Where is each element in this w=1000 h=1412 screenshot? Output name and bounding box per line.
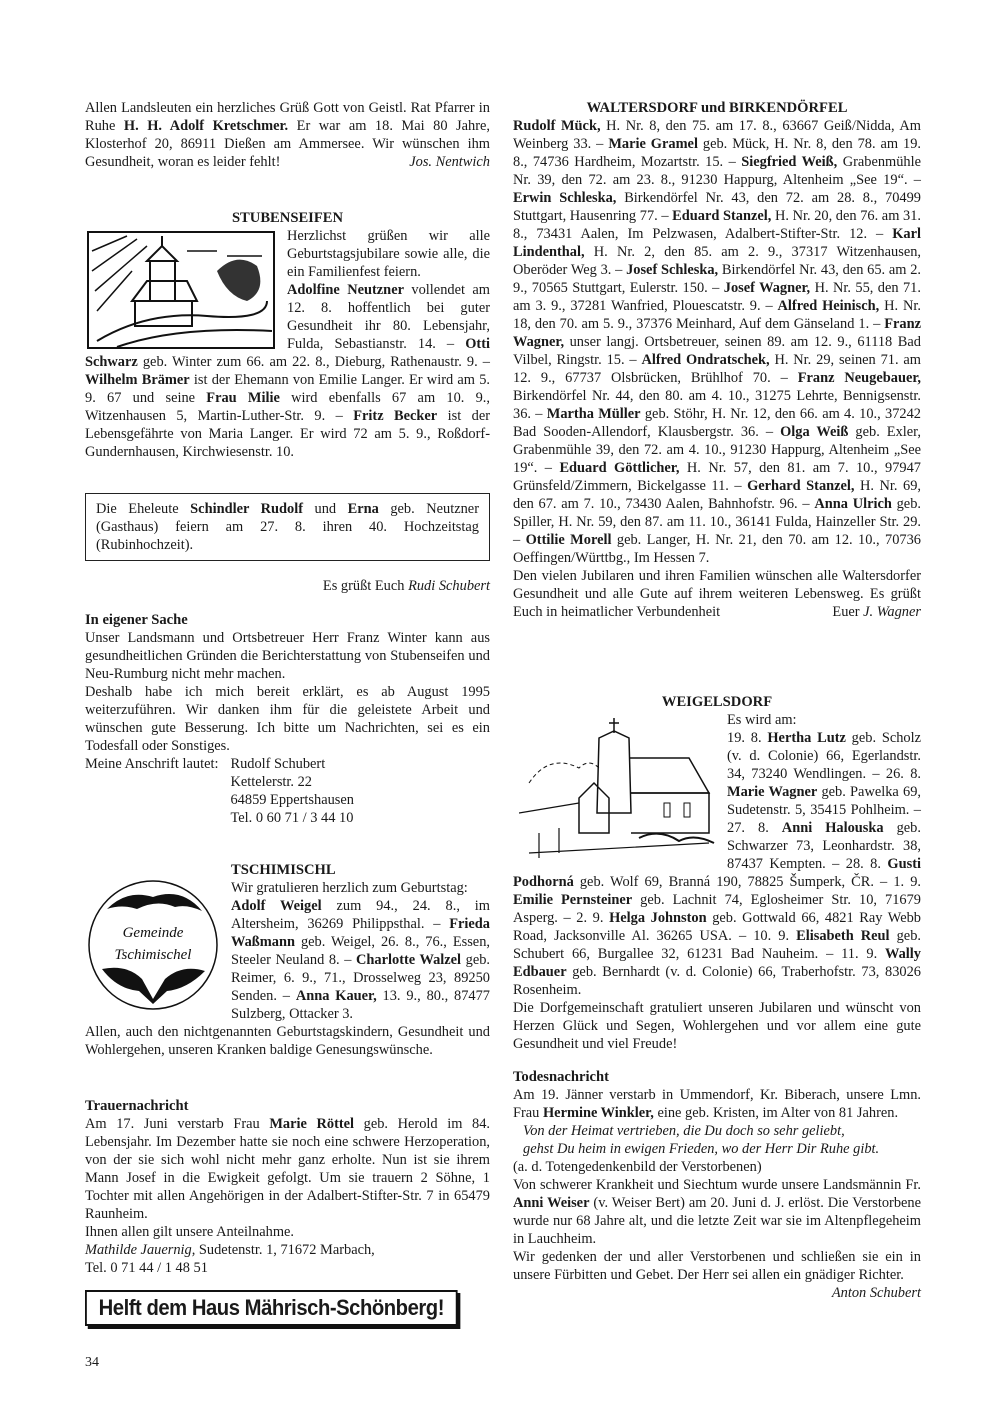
section-heading: WEIGELSDORF (661, 694, 773, 710)
phone-line: Tel. 0 71 44 / 1 48 51 (85, 1260, 208, 1276)
text-run: geb. Schwarzer 73, Leonhardstr. 38, 87437 Kempten. – 28. 8. (727, 820, 921, 872)
name-highlight: Anni Weiser (513, 1195, 590, 1211)
text-run: unser langj. Ortsbetreuer, seinen 89. am 12. 9., 61118 Bad Vilbel, Ringstr. 15. – (513, 334, 921, 368)
name-highlight: Alfred Heinisch, (777, 298, 880, 314)
section-heading: In eigener Sache (85, 612, 188, 628)
name-highlight: Ottilie Morell (525, 532, 612, 548)
text-run: geb. Schubert 66, Burgallee 32, 61231 Bad Nauheim. – 11. 9. (513, 928, 921, 962)
italic-name: Mathilde Jauernig, (85, 1242, 196, 1258)
name-highlight: Franz Wagner, (513, 316, 921, 350)
text-run: ist der Lebensgefährte von Maria Langer. Er wird 72 am 5. 9., Roßdorf-Gundernhausen, Kirchwiesenstr. 10. (85, 408, 491, 460)
name-highlight: Helga Johnston (609, 910, 707, 926)
name-highlight: Karl Lindenthal, (513, 226, 921, 260)
text-run: Am 19. Jänner verstarb in Ummendorf, Kr. Biberach, unsere Lmn. Frau (513, 1087, 921, 1121)
address-label: Meine Anschrift lautet: (85, 756, 219, 772)
name-highlight: Erna (347, 501, 379, 517)
paragraph: Wir gedenken der und aller Verstorbenen und schließen sie ein in unsere Fürbitten und Gebet. Der Herr sei allen ein gnädiger Richter. (513, 1249, 921, 1283)
section-heading: Todesnachricht (513, 1069, 609, 1085)
greeting-kretschmer (85, 99, 490, 171)
text-run: H. Nr. 8, den 75. am 17. 8., 63667 Geiß/Nidda, Am Weinberg 33. – (513, 118, 921, 152)
name-highlight: Marie Gramel (608, 136, 698, 152)
address-line: 64859 Eppertshausen (230, 792, 354, 808)
text-run: Am 17. Juni verstarb Frau (85, 1116, 270, 1132)
name-highlight: Fritz Becker (353, 408, 438, 424)
text-run: wird ebenfalls 67 am 10. 9., Witzenhausen 5, Martin-Luther-Str. 9. – (85, 390, 490, 424)
text-run: geb. Bernhardt (v. d. Colonie) 66, Traberhofstr. 73, 83026 Rosenheim. (513, 964, 921, 998)
text-run: H. Nr. 55, den 71. am 3. 9., 37281 Wanfried, Plouescatstr. 9. – (513, 280, 921, 314)
name-highlight: Siegfried Weiß, (741, 154, 838, 170)
paragraph (96, 500, 479, 554)
text-run: (v. Weiser Bert) am 20. Juni d. J. erlöst. Die Verstorbene wurde nur 68 Jahre alt, und die letzte Zeit war sie im Altenpflegeheim in Lauchheim. (513, 1195, 921, 1247)
text-run: geb. Wolf 69, Branná 190, 78825 Šumperk, ČR. – 1. 9. (573, 874, 921, 890)
name-highlight: Erwin Schleska, (513, 190, 617, 206)
text-run: H. Nr. 18, den 70. am 5. 9., 37376 Meinhard, Auf dem Gänseland 1. – (513, 298, 921, 332)
community-seal-icon (87, 879, 219, 1011)
church-illustration-icon (519, 713, 719, 863)
name-highlight: Anni Halouska (781, 820, 884, 836)
name-highlight: Alfred Ondratschek, (641, 352, 770, 368)
paragraph: (a. d. Totengedenkenbild der Verstorbenen) (513, 1159, 762, 1175)
text-run: vollendet am 12. 8. hoffentlich bei guter Gesundheit ihr 80. Lebensjahr, Fulda, Sebastianstr. 14. – (287, 282, 491, 352)
name-highlight: Gerhard Stanzel, (747, 478, 855, 494)
paragraph: Die Dorfgemeinschaft gratuliert unseren Jubilaren und wünscht von Herzen Glück und Segen, Wohlergehen und vor allem eine gute Gesundheit und viel Freude! (513, 1000, 921, 1052)
section-heading: Trauernachricht (85, 1098, 189, 1114)
name-highlight: Eduard Stanzel, (672, 208, 772, 224)
text-run: geb. Pawelka 69, Sudetenstr. 5, 35415 Pohlheim. – 27. 8. (727, 784, 921, 836)
text-run: geb. Mück, H. Nr. 8, den 78. am 19. 8., 74736 Hardheim, Mozartstr. 15. – (513, 136, 921, 170)
name-highlight: Wally Edbauer (513, 946, 921, 980)
name-highlight: Emilie Pernsteiner (513, 892, 633, 908)
section-heading: WALTERSDORF und BIRKENDÖRFEL (586, 100, 848, 116)
section-eigene-sache (85, 611, 490, 827)
section-weigelsdorf (513, 693, 921, 1053)
section-heading: TSCHIMISCHL (231, 862, 336, 878)
poem-line: gehst Du heim in ewigen Frieden, wo der Herr Dir Ruhe gibt. (523, 1141, 880, 1157)
church-illustration-icon (87, 231, 275, 349)
text-run: geb. Reimer, 6. 9., 71., Drosselweg 23, 89250 Senden. – (231, 952, 490, 1004)
text-run: H. Nr. 29, seinen 71. am 12. 9., 67737 Olsbrücken, Brühlhof 70. – (513, 352, 921, 386)
section-tschimischl (85, 861, 490, 1059)
section-trauernachricht (85, 1097, 490, 1277)
signature-prefix: Euer (832, 604, 864, 620)
address-line: Kettelerstr. 22 (230, 774, 313, 790)
paragraph: Herzlichst grüßen wir alle Geburtstagsjubilare sowie alle, die ein Familienfest feiern. (287, 228, 490, 280)
text-run: zum 94., 24. 8., im Altersheim, 36269 Philippsthal. – (231, 898, 490, 932)
text-run: Birkendörfel Nr. 43, den 72. am 28. 8., 70499 Stuttgart, Hausenring 77. – (513, 190, 922, 224)
name-highlight: Hertha Lutz (767, 730, 846, 746)
text-run: geb. Scholz (v. d. Colonie) 66, Egerlandstr. 34, 73240 Wendlingen. – 26. 8. (727, 730, 921, 782)
name-highlight: Anna Kauer, (295, 988, 377, 1004)
section-stubenseifen (85, 209, 490, 461)
name-highlight: Rudolf Mück, (513, 118, 601, 134)
name-highlight: Hermine Winkler, (542, 1105, 654, 1121)
name-highlight: Charlotte Walzel (356, 952, 462, 968)
paragraph: Den vielen Jubilaren und ihren Familien wünschen alle Waltersdorfer Gesundheit und alle Gute auf ihrem weiteren Lebensweg. Es grüßt Euch in heimatlicher Verbundenheit (513, 568, 921, 620)
text-run: geb. Winter zum 66. am 22. 8., Dieburg, Rathenaustr. 9. – (137, 354, 490, 370)
signature: Rudi Schubert (408, 578, 490, 594)
text-run: eine geb. Kristen, im Alter von 81 Jahren. (653, 1105, 899, 1121)
text-run: geb. Herold im 84. Lebensjahr. Im Dezember hatte sie noch eine schwere Herzoperation, von der sie sich wohl nicht mehr ganz erholte. Nun ist sie ihrem Mann Josef in die Ewigkeit gefolgt. Um sie trauern 2 Söhne, 1 Tochter mit allen Angehörigen in der Adalbert-Stifter-Str. 7 in 65479 Raunheim. (85, 1116, 490, 1222)
name-highlight: Otti Schwarz (85, 336, 490, 370)
name-highlight: Gusti Podhorná (513, 856, 921, 890)
signature-line (85, 1241, 490, 1259)
text-run: H. Nr. 2, den 85. am 2. 9., 37317 Witzenhausen, Oberöder Weg 3. – (513, 244, 921, 278)
text-run: geb. Langer, H. Nr. 21, den 70. am 12. 10., 70736 Oeffingen/Württbg., Im Hessen 7. (513, 532, 921, 566)
signature: Jos. Nentwich (409, 154, 490, 170)
name-highlight: H. H. Adolf Kretschmer. (123, 118, 289, 134)
text-run: H. Nr. 57, den 81. am 7. 10., 97947 Grünsfeld/Zimmern, Bickelgasse 11. – (513, 460, 921, 494)
paragraph: Deshalb habe ich mich bereit erklärt, es ab August 1995 weiterzuführen. Wir danken ihm für die geleistete Arbeit und wünschen gute Besserung. Ich bitte um Nachrichten, sei es ein Todesfall oder Sonstiges. (85, 684, 490, 754)
text-run: geb. Neutzner (Gasthaus) feiern am 27. 8. ihren 40. Hochzeitstag (Rubinhochzeit). (96, 501, 479, 553)
text-run: geb. Stöhr, H. Nr. 12, den 66. am 4. 10., 37242 Bad Sooden-Allendorf, Klausbergstr. 36. – (513, 406, 921, 440)
paragraph (513, 117, 921, 567)
greeting-line (85, 577, 490, 595)
poem-line: Von der Heimat vertrieben, die Du doch so sehr geliebt, (523, 1123, 845, 1139)
text-run: geb. Exler, Grabenmühle 39, den 72. am 4. 10., 91230 Happurg, Altenheim „See 19“. – (513, 424, 921, 476)
name-highlight: Olga Weiß (780, 424, 849, 440)
text-run: Er war am 18. Mai 80 Jahre, Klosterhof 20, 86911 Dießen am Ammersee. Wir wünschen ihm Gesundheit, woran es leider fehlt! (85, 118, 490, 170)
paragraph: Wir gratulieren herzlich zum Geburtstag: (231, 880, 468, 896)
name-highlight: Frieda Waßmann (231, 916, 490, 950)
name-highlight: Anna Ulrich (814, 496, 892, 512)
signature: Anton Schubert (831, 1285, 921, 1301)
name-highlight: Josef Wagner, (723, 280, 811, 296)
text-run: und (303, 501, 348, 517)
name-highlight: Wilhelm Brämer (85, 372, 190, 388)
name-highlight: Marie Wagner (727, 784, 818, 800)
text-run: H. Nr. 20, den 76. am 31. 8., 73431 Aalen, Im Pelzwasen, Adalbert-Stifter-Str. 12. – (513, 208, 921, 242)
svg-text:Gemeinde: Gemeinde (122, 925, 184, 941)
paragraph: Allen, auch den nichtgenannten Geburtstagskindern, Gesundheit und Wohlergehen, unseren Kranken baldige Genesungswünsche. (85, 1024, 490, 1058)
text-run: geb. Spiller, H. Nr. 59, den 87. am 11. 10., 36141 Fulda, Hainzeller Str. 29. – (513, 496, 921, 548)
paragraph: Es wird am: (727, 712, 797, 728)
svg-text:Tschimischel: Tschimischel (114, 947, 192, 963)
signature: J. Wagner (863, 604, 921, 620)
name-highlight: Adolf Weigel (231, 898, 322, 914)
text-run: Birkendörfel Nr. 44, den 80. am 4. 10., 31275 Lehrte, Bennigsenstr. 36. – (513, 388, 921, 422)
text-run: geb. Gottwald 66, 4821 Ray Webb Road, Jacksonville Al. 36265 USA. – 10. 9. (513, 910, 922, 944)
paragraph (513, 1086, 921, 1122)
address-block (85, 755, 490, 827)
text-run: ist der Ehemann von Emilie Langer. Er wird am 5. 9. 67 und seine (85, 372, 490, 406)
paragraph (513, 1176, 921, 1248)
text-run: Grabenmühle Nr. 39, den 72. am 23. 8., 91230 Happurg, Altenheim „See 19“. – (513, 154, 922, 188)
name-highlight: Marie Röttel (269, 1116, 355, 1132)
paragraph (85, 1115, 490, 1223)
anniversary-box (85, 493, 490, 561)
text-run: Sudetenstr. 1, 71672 Marbach, (195, 1242, 375, 1258)
address-line: Tel. 0 60 71 / 3 44 10 (230, 810, 354, 826)
name-highlight: Elisabeth Reul (796, 928, 890, 944)
section-waltersdorf (513, 99, 921, 621)
name-highlight: Franz Neugebauer, (797, 370, 921, 386)
section-todesnachricht (513, 1068, 921, 1302)
address-line: Rudolf Schubert (230, 756, 326, 772)
appeal-banner: Helft dem Haus Mährisch-Schönberg! (85, 1290, 458, 1326)
name-highlight: Josef Schleska, (626, 262, 719, 278)
section-heading: STUBENSEIFEN (231, 210, 344, 226)
text-run: Birkendörfel Nr. 43, den 65. am 2. 9., 70565 Stuttgart, Eulerstr. 150. – (513, 262, 922, 296)
name-highlight: Frau Milie (206, 390, 280, 406)
text-run: 19. 8. (727, 730, 768, 746)
paragraph: Ihnen allen gilt unsere Anteilnahme. (85, 1224, 295, 1240)
greeting-text: Es grüßt Euch (322, 578, 409, 594)
page-number: 34 (85, 1355, 99, 1370)
text-run: geb. Lachnit 74, Eglosheimer Str. 10, 71679 Asperg. – 2. 9. (513, 892, 921, 926)
name-highlight: Schindler Rudolf (190, 501, 303, 517)
name-highlight: Adolfine Neutzner (287, 282, 404, 298)
text-run: geb. Weigel, 26. 8., 76., Essen, Steeler Neuland 8. – (231, 934, 490, 968)
paragraph: Unser Landsmann und Ortsbetreuer Herr Franz Winter kann aus gesundheitlichen Gründen die Berichterstattung von Stubenseifen und Neu-Rumburg nicht mehr machen. (85, 630, 490, 682)
name-highlight: Eduard Göttlicher, (559, 460, 680, 476)
name-highlight: Martha Müller (546, 406, 641, 422)
text-run: H. Nr. 69, den 67. am 7. 10., 73430 Aalen, Bahnhofstr. 96. – (513, 478, 921, 512)
text-run: Allen Landsleuten ein herzliches Grüß Gott von Geistl. Rat Pfarrer in Ruhe (85, 100, 490, 134)
text-run: Die Eheleute (96, 501, 191, 517)
text-run: 13. 9., 80., 87477 Sulzberg, Ottacker 3. (231, 988, 490, 1022)
text-run: Von schwerer Krankheit und Siechtum wurde unsere Landsmännin Fr. (513, 1177, 921, 1193)
